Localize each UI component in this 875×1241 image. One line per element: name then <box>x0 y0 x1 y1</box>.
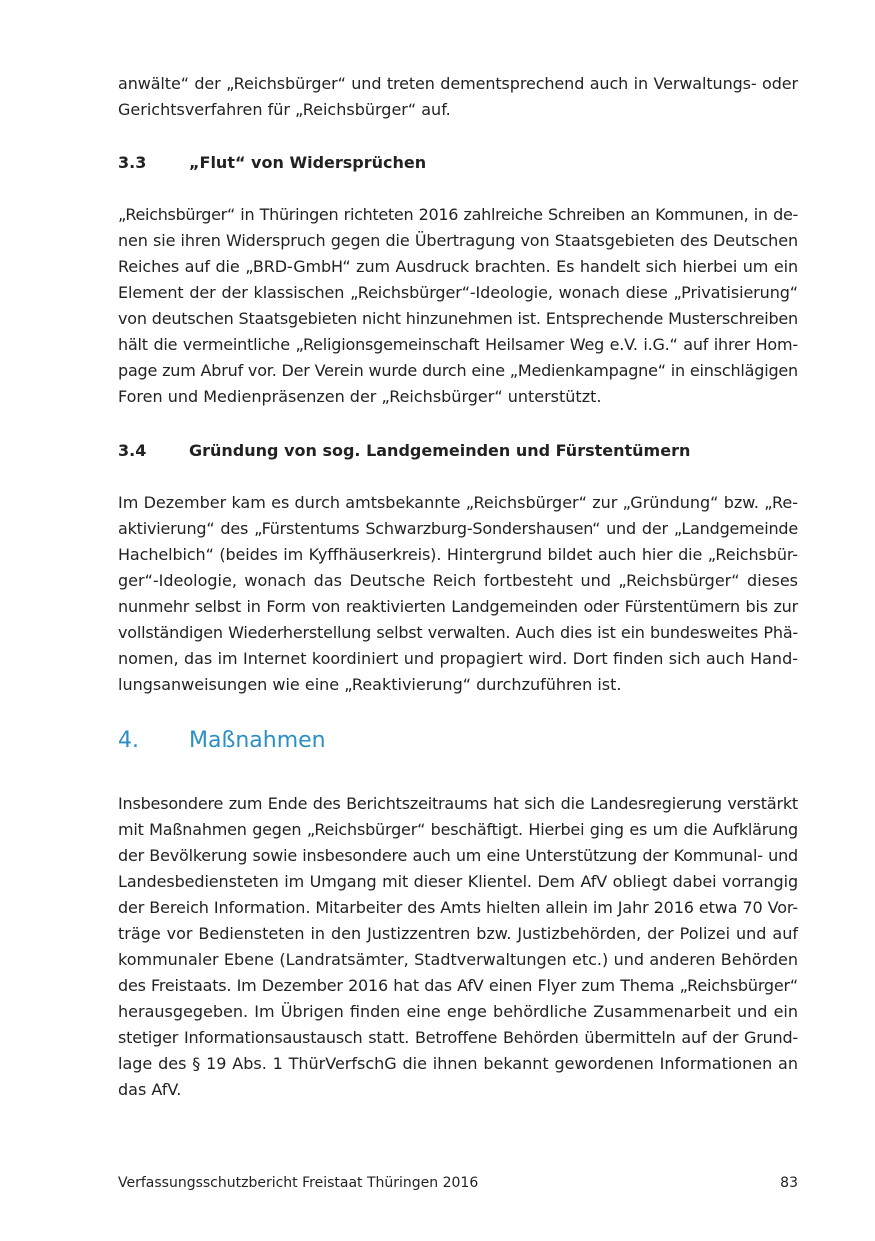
section-number: 3.4 <box>118 441 147 460</box>
page-number: 83 <box>780 1175 798 1191</box>
paragraph-line: des Freistaats. Im Dezember 2016 hat das AfV einen Flyer zum Thema „Reichsbürger“ <box>118 976 798 995</box>
section-title: Gründung von sog. Landgemeinden und Fürstentümern <box>189 441 691 460</box>
paragraph-line: Element der der klassischen „Reichsbürger“-Ideologie, wonach diese „Privatisierung“ <box>118 283 798 302</box>
paragraph-line: Insbesondere zum Ende des Berichtszeitraums hat sich die Landesregierung verstärkt <box>118 794 798 813</box>
paragraph-line: nen sie ihren Widerspruch gegen die Übertragung von Staatsgebieten des Deutschen <box>118 231 798 250</box>
page-footer <box>118 1172 798 1194</box>
paragraph-line: vollständigen Wiederherstellung selbst verwalten. Auch dies ist ein bundesweites Phä- <box>118 623 798 642</box>
footer-publication-title: Verfassungsschutzbericht Freistaat Thüringen 2016 <box>118 1175 479 1191</box>
paragraph-line: kommunaler Ebene (Landratsämter, Stadtverwaltungen etc.) und anderen Behörden <box>118 950 798 969</box>
paragraph-line: von deutschen Staatsgebieten nicht hinzunehmen ist. Entsprechende Musterschreiben <box>118 309 798 328</box>
paragraph-line: der Bereich Information. Mitarbeiter des Amts hielten allein im Jahr 2016 etwa 70 Vor- <box>118 898 799 917</box>
paragraph-line: „Reichsbürger“ in Thüringen richteten 2016 zahlreiche Schreiben an Kommunen, in de- <box>118 205 798 224</box>
paragraph-line: lungsanweisungen wie eine „Reaktivierung“ durchzuführen ist. <box>118 675 622 694</box>
paragraph-line: Im Dezember kam es durch amtsbekannte „Reichsbürger“ zur „Gründung“ bzw. „Re- <box>118 493 798 512</box>
paragraph-line: Reiches auf die „BRD-GmbH“ zum Ausdruck brachten. Es handelt sich hierbei um ein <box>118 257 798 276</box>
paragraph-line: träge vor Bediensteten in den Justizzentren bzw. Justizbehörden, der Polizei und auf <box>118 924 798 943</box>
paragraph-line: Foren und Medienpräsenzen der „Reichsbürger“ unterstützt. <box>118 387 602 406</box>
paragraph-line: Hachelbich“ (beides im Kyffhäuserkreis). Hintergrund bildet auch hier die „Reichsbür- <box>118 545 798 564</box>
intro-line: Gerichtsverfahren für „Reichsbürger“ auf. <box>118 100 451 119</box>
paragraph-line: lage des § 19 Abs. 1 ThürVerfschG die ihnen bekannt gewordenen Informationen an <box>118 1054 798 1073</box>
chapter-number: 4. <box>118 728 139 753</box>
section-title: „Flut“ von Widersprüchen <box>189 153 427 172</box>
paragraph-line: page zum Abruf vor. Der Verein wurde durch eine „Medienkampagne“ in einschlägigen <box>118 361 798 380</box>
paragraph-line: herausgegeben. Im Übrigen finden eine enge behördliche Zusammenarbeit und ein <box>118 1002 798 1021</box>
chapter-title: Maßnahmen <box>189 728 326 753</box>
intro-line: anwälte“ der „Reichsbürger“ und treten dementsprechend auch in Verwaltungs- oder <box>118 74 798 93</box>
paragraph-line: aktivierung“ des „Fürstentums Schwarzburg-Sondershausen“ und der „Landgemeinde <box>118 519 798 538</box>
paragraph-line: stetiger Informationsaustausch statt. Betroffene Behörden übermitteln auf der Grund- <box>118 1028 798 1047</box>
paragraph-line: nunmehr selbst in Form von reaktivierten Landgemeinden oder Fürstentümern bis zur <box>118 597 798 616</box>
section-number: 3.3 <box>118 153 147 172</box>
paragraph-line: hält die vermeintliche „Religionsgemeinschaft Heilsamer Weg e.V. i.G.“ auf ihrer Hom- <box>118 335 798 354</box>
paragraph-line: ger“-Ideologie, wonach das Deutsche Reich fortbesteht und „Reichsbürger“ dieses <box>118 571 798 590</box>
paragraph-line: der Bevölkerung sowie insbesondere auch um eine Unterstützung der Kommunal- und <box>118 846 798 865</box>
paragraph-line: das AfV. <box>118 1080 182 1099</box>
paragraph-line: Landesbediensteten im Umgang mit dieser Klientel. Dem AfV obliegt dabei vorrangig <box>118 872 798 891</box>
paragraph-line: mit Maßnahmen gegen „Reichsbürger“ beschäftigt. Hierbei ging es um die Aufklärung <box>118 820 798 839</box>
paragraph-line: nomen, das im Internet koordiniert und propagiert wird. Dort finden sich auch Hand- <box>118 649 798 668</box>
